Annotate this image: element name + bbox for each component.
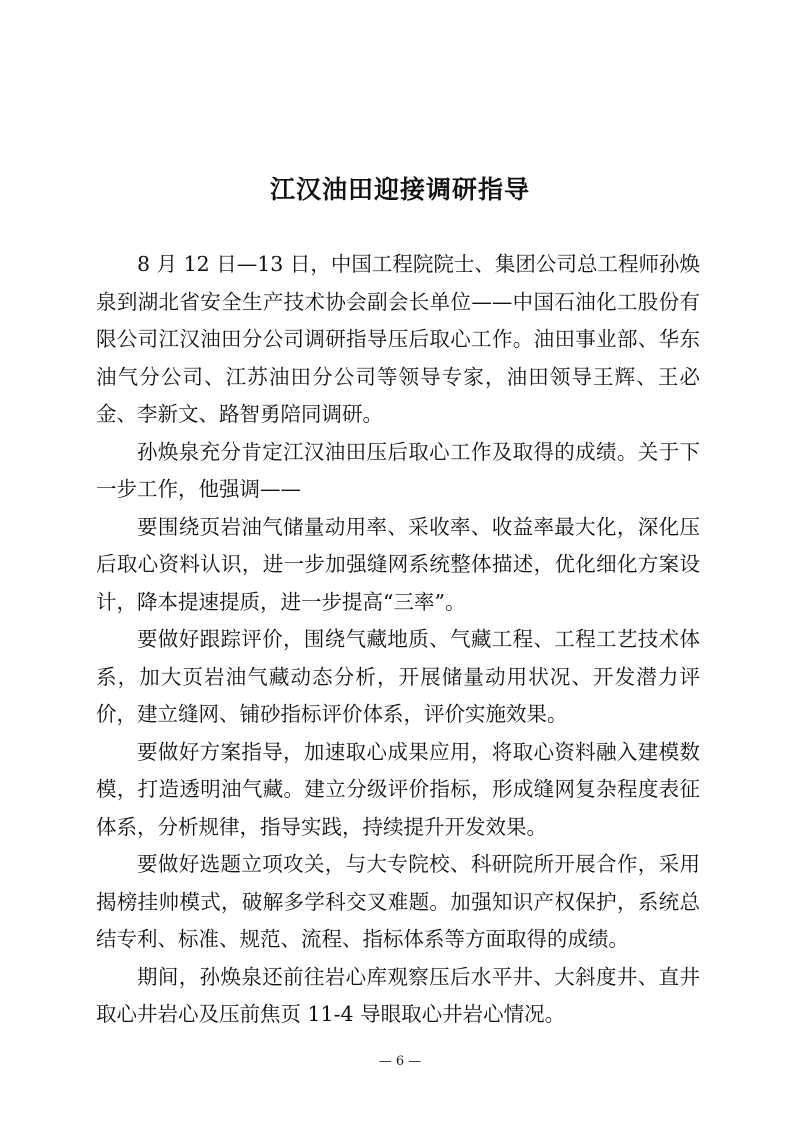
paragraph-3: 要围绕页岩油气储量动用率、采收率、收益率最大化，深化压后取心资料认识，进一步加强缝网系统整体描述，优化细化方案设计，降本提速提质，进一步提高“三率”。 [96, 514, 700, 614]
paragraph-5: 要做好方案指导，加速取心成果应用，将取心资料融入建模数模，打造透明油气藏。建立分级评价指标，形成缝网复杂程度表征体系，分析规律，指导实践，持续提升开发效果。 [96, 739, 700, 839]
paragraph-2: 孙焕泉充分肯定江汉油田压后取心工作及取得的成绩。关于下一步工作，他强调—— [96, 439, 700, 501]
document-body [96, 246, 700, 1034]
paragraph-4: 要做好跟踪评价，围绕气藏地质、气藏工程、工程工艺技术体系，加大页岩油气藏动态分析，开展储量动用状况、开发潜力评价，建立缝网、铺砂指标评价体系，评价实施效果。 [96, 627, 700, 726]
paragraph-7: 期间，孙焕泉还前往岩心库观察压后水平井、大斜度井、直井取心井岩心及压前焦页 11-4 导眼取心井岩心情况。 [96, 964, 700, 1026]
document-title: 江汉油田迎接调研指导 [269, 175, 530, 204]
paragraph-1: 8 月 12 日—13 日，中国工程院院士、集团公司总工程师孙焕泉到湖北省安全生产技术协会副会长单位——中国石油化工股份有限公司江汉油田分公司调研指导压后取心工作。油田事业部、华东油气分公司、江苏油田分公司等领导专家，油田领导王辉、王必金、李新文、路智勇陪同调研。 [96, 252, 700, 426]
paragraph-6: 要做好选题立项攻关，与大专院校、科研院所开展合作，采用揭榜挂帅模式，破解多学科交叉难题。加强知识产权保护，系统总结专利、标准、规范、流程、指标体系等方面取得的成绩。 [96, 852, 700, 951]
page-number: — 6 — [378, 1054, 422, 1069]
